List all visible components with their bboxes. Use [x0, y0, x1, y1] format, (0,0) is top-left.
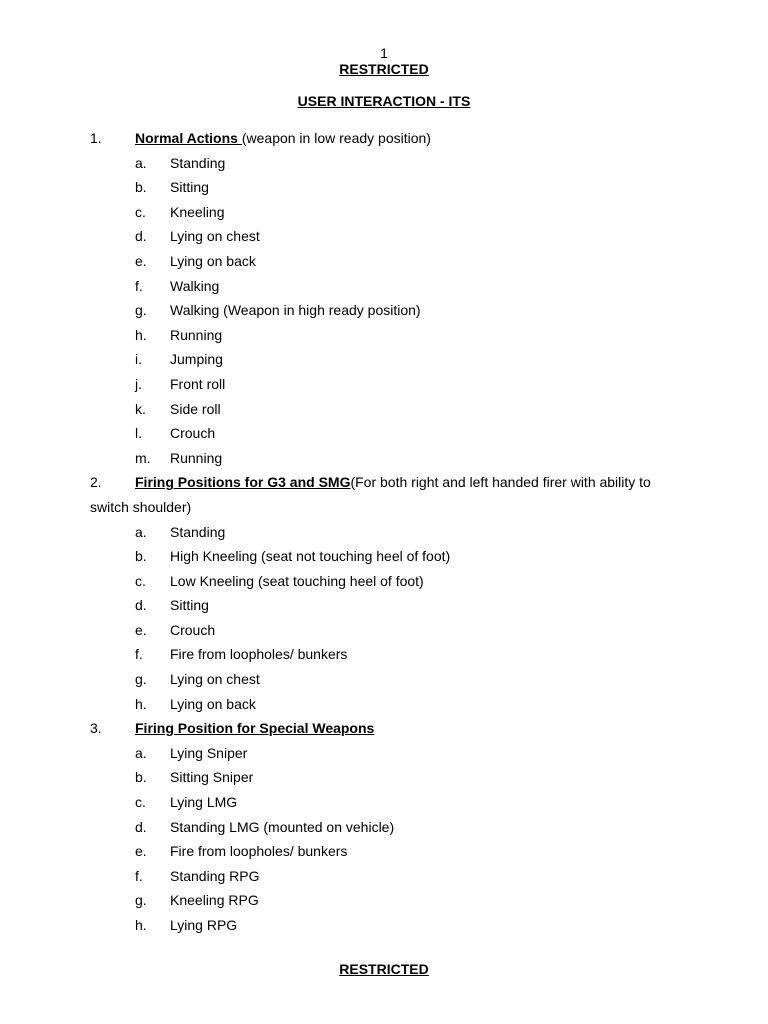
item-text: Front roll [170, 375, 226, 392]
list-item [90, 446, 680, 471]
item-letter: d. [135, 597, 147, 614]
list-item [90, 741, 680, 766]
section-title: Firing Positions for G3 and SMG [135, 474, 351, 491]
list-item [90, 569, 680, 594]
list-item [90, 397, 680, 422]
list-item [90, 618, 680, 643]
item-letter: a. [135, 744, 147, 761]
list-item [90, 347, 680, 372]
item-letter: c. [135, 794, 146, 811]
item-letter: h. [135, 917, 147, 933]
section-note: (weapon in low ready position) [241, 130, 431, 146]
item-letter: e. [135, 843, 147, 860]
item-letter: f. [135, 646, 143, 663]
list-item [90, 249, 680, 274]
item-text: Sitting [170, 597, 209, 614]
item-text: Lying on back [170, 252, 256, 269]
list-item [90, 224, 680, 249]
item-text: Sitting Sniper [170, 769, 254, 786]
document-title: USER INTERACTION - ITS [297, 93, 471, 109]
item-letter: b. [135, 179, 147, 196]
list-item [90, 888, 680, 913]
list-item [90, 323, 680, 348]
list-item [90, 692, 680, 717]
classification-footer: RESTRICTED [339, 961, 429, 977]
item-text: Standing [170, 523, 226, 540]
section-title: Firing Position for Special Weapons [135, 720, 375, 737]
list-item [90, 274, 680, 299]
document-body [90, 126, 680, 938]
classification-header: RESTRICTED [339, 61, 429, 77]
item-text: Side roll [170, 400, 221, 417]
section-number: 3. [90, 720, 102, 737]
item-text: Standing [170, 154, 226, 171]
item-letter: g. [135, 302, 147, 319]
item-text: Running [170, 449, 223, 466]
item-text: Walking (Weapon in high ready position) [170, 302, 421, 319]
list-item [90, 815, 680, 840]
item-letter: c. [135, 203, 146, 220]
item-text: Walking [170, 277, 220, 294]
item-letter: e. [135, 621, 147, 638]
list-item [90, 593, 680, 618]
section-heading [90, 716, 680, 741]
item-letter: e. [135, 252, 147, 269]
item-letter: c. [135, 572, 146, 589]
item-letter: f. [135, 867, 143, 884]
list-item [90, 765, 680, 790]
item-letter: j. [135, 375, 142, 392]
item-letter: g. [135, 671, 147, 688]
section-2 [90, 470, 680, 716]
item-letter: l. [135, 425, 142, 442]
list-item [90, 913, 680, 938]
item-text: Kneeling [170, 203, 225, 220]
list-item [90, 642, 680, 667]
item-letter: m. [135, 449, 151, 466]
list-item [90, 667, 680, 692]
section-1 [90, 126, 680, 470]
page-number: 1 [380, 45, 388, 61]
section-number: 2. [90, 474, 102, 491]
list-item [90, 298, 680, 323]
section-note: (For both right and left handed firer with ability to switch shoulder) [90, 474, 651, 515]
section-3 [90, 716, 680, 937]
item-text: Crouch [170, 621, 216, 638]
item-letter: h. [135, 326, 147, 343]
item-text: Low Kneeling (seat touching heel of foot) [170, 572, 424, 589]
item-text: Standing RPG [170, 867, 260, 884]
item-text: Standing LMG (mounted on vehicle) [170, 818, 395, 835]
item-text: Lying on chest [170, 671, 260, 688]
item-text: Sitting [170, 179, 209, 196]
item-text: Lying LMG [170, 794, 238, 811]
item-letter: b. [135, 548, 147, 565]
list-item [90, 372, 680, 397]
item-letter: b. [135, 769, 147, 786]
item-letter: d. [135, 228, 147, 245]
item-letter: k. [135, 400, 146, 417]
section-heading [90, 470, 680, 519]
item-letter: g. [135, 892, 147, 909]
item-text: Lying on chest [170, 228, 260, 245]
item-text: Crouch [170, 425, 216, 442]
item-text: Fire from loopholes/ bunkers [170, 646, 348, 663]
list-item [90, 200, 680, 225]
item-letter: f. [135, 277, 143, 294]
item-text: Jumping [170, 351, 223, 368]
list-item [90, 520, 680, 545]
list-item [90, 864, 680, 889]
item-letter: a. [135, 154, 147, 171]
list-item [90, 421, 680, 446]
list-item [90, 544, 680, 569]
list-item [90, 839, 680, 864]
item-letter: h. [135, 695, 147, 712]
section-title: Normal Actions [135, 130, 242, 146]
item-text: Lying on back [170, 695, 256, 712]
item-text: Lying RPG [170, 917, 238, 933]
item-text: Running [170, 326, 223, 343]
item-text: Lying Sniper [170, 744, 248, 761]
section-number: 1. [90, 130, 102, 146]
list-item [90, 790, 680, 815]
item-letter: d. [135, 818, 147, 835]
item-letter: a. [135, 523, 147, 540]
item-letter: i. [135, 351, 142, 368]
item-text: Kneeling RPG [170, 892, 259, 909]
item-text: Fire from loopholes/ bunkers [170, 843, 348, 860]
list-item [90, 175, 680, 200]
section-heading [90, 126, 680, 151]
list-item [90, 151, 680, 176]
item-text: High Kneeling (seat not touching heel of foot) [170, 548, 451, 565]
